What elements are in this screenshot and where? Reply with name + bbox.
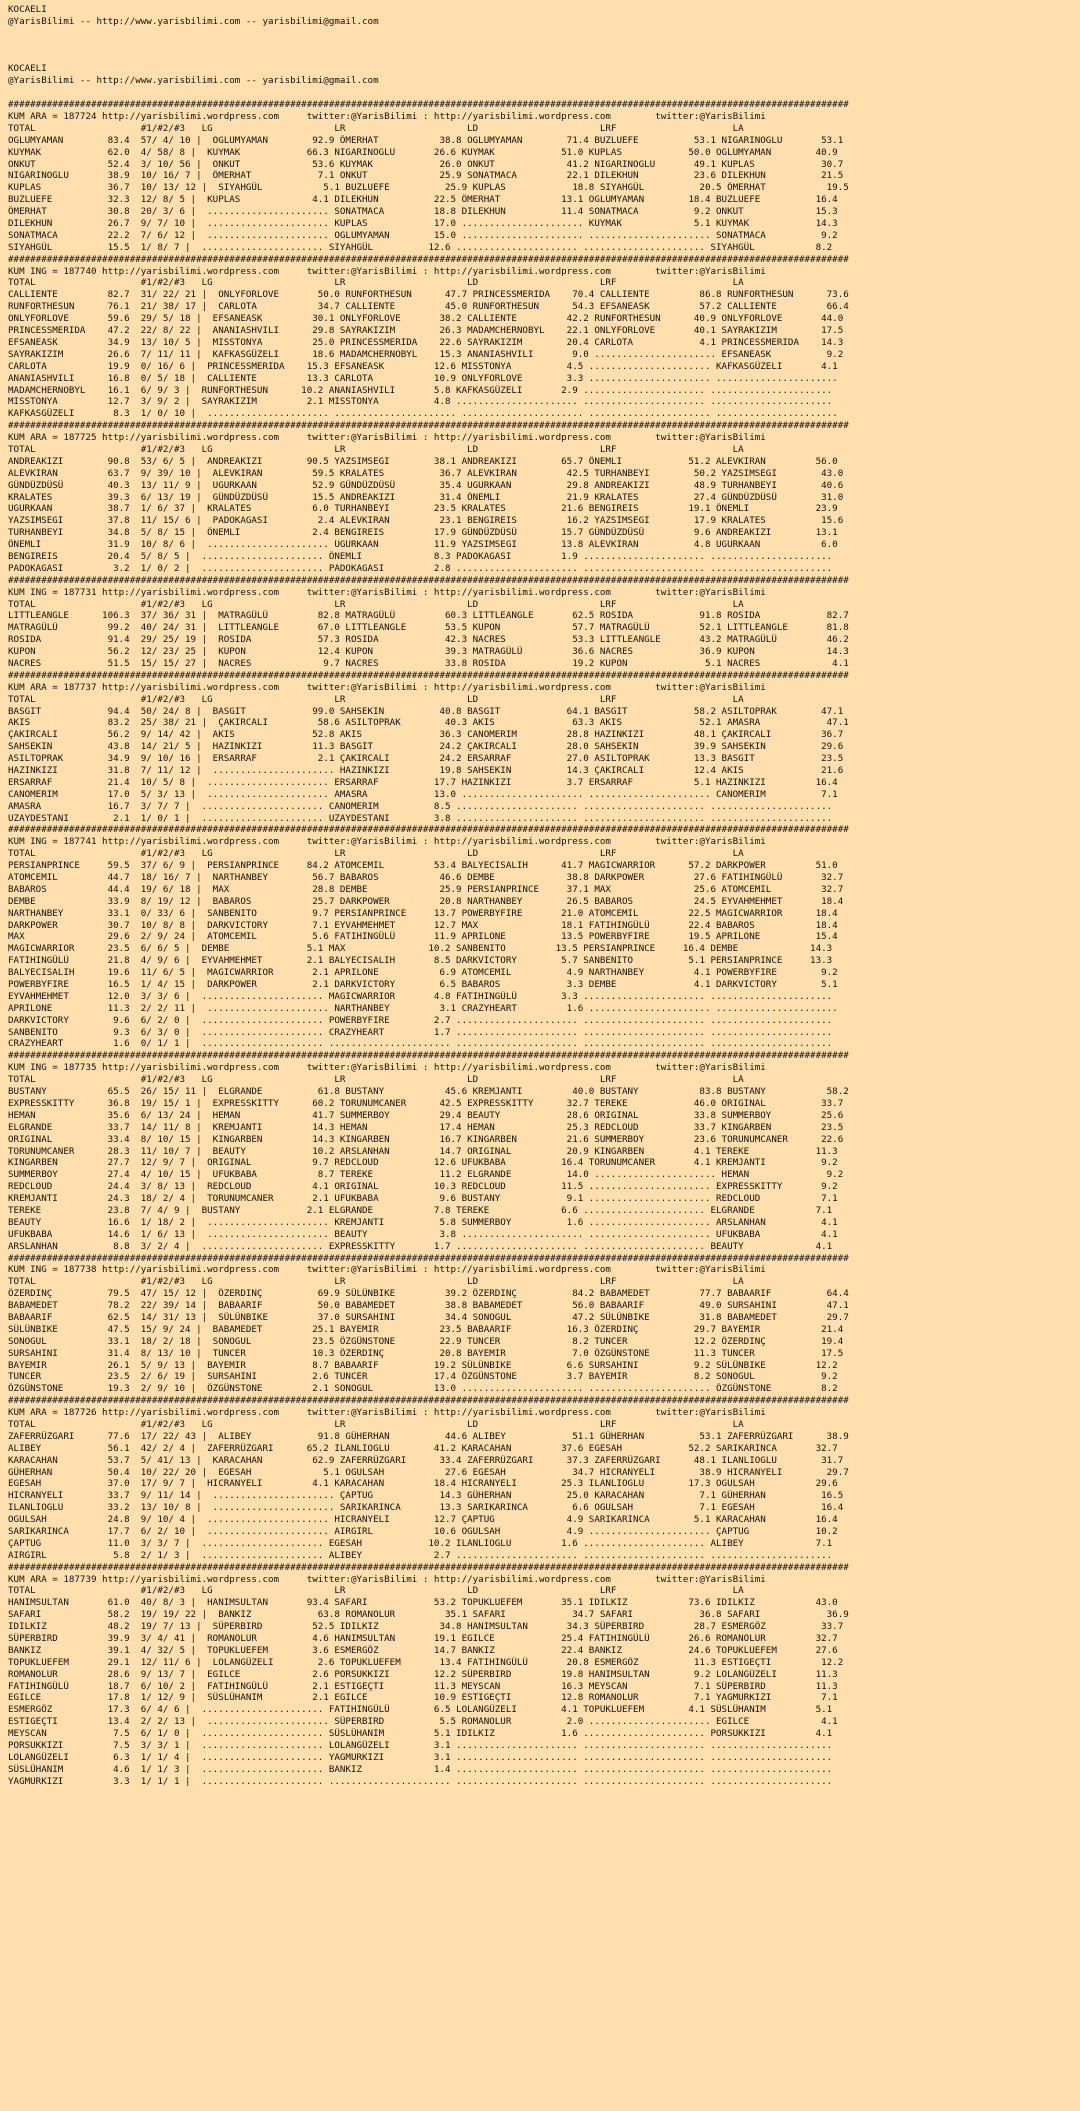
spacer <box>8 52 1080 64</box>
result-row: TURHANBEYI 34.8 5/ 8/ 15 | ÖNEMLI 2.4 BENGIREIS 17.9 GÜNDÜZDÜSÜ 15.7 GÜNDÜZDÜSÜ 9.6 ANDREAKIZI 13.1 <box>8 527 838 539</box>
race-block <box>8 432 1080 575</box>
result-row: SAHSEKIN 43.8 14/ 21/ 5 | HAZINKIZI 11.3 BASGIT 24.2 ÇAKIRCALI 28.0 SAHSEKIN 39.9 SAHSEKIN 29.6 <box>8 741 844 753</box>
result-row: ALIBEY 56.1 42/ 2/ 4 | ZAFERRÜZGARI 65.2 ILANLIOGLU 41.2 KARACAHAN 37.6 EGESAH 52.2 SARIKARINCA 32.7 <box>8 1442 838 1454</box>
race-header: KUM ING = 187731 http://yarisbilimi.wordpress.com twitter:@YarisBilimi : http://yarisbilimi.wordpress.com twitter:@YarisBilimi <box>8 586 766 598</box>
result-row: HEMAN 35.6 6/ 13/ 24 | HEMAN 41.7 SUMMERBOY 29.4 BEAUTY 28.6 ORIGINAL 33.8 SUMMERBOY 25.6 <box>8 1109 844 1121</box>
separator-line: ######################################################################################################################################################## <box>8 1252 849 1264</box>
column-headers: TOTAL #1/#2/#3 LG LR LD LRF LA <box>8 1276 744 1288</box>
result-row: ILANLIOGLU 33.2 13/ 10/ 8 | ...................... SARIKARINCA 13.3 SARIKARINCA 6.6 OGULSAH 7.1 EGESAH 16.4 <box>8 1502 844 1514</box>
race-header: KUM ING = 187741 http://yarisbilimi.wordpress.com twitter:@YarisBilimi : http://yarisbilimi.wordpress.com twitter:@YarisBilimi <box>8 836 766 848</box>
result-row: BENGIREIS 20.4 5/ 8/ 5 | ...................... ÖNEMLI 8.3 PADOKAGASI 1.9 ...................... ...................... <box>8 550 833 562</box>
result-row: BASGIT 94.4 50/ 24/ 8 | BASGIT 99.0 SAHSEKIN 40.8 BASGIT 64.1 BASGIT 58.2 ASILTOPRAK 47.1 <box>8 705 844 717</box>
race-block <box>8 587 1080 670</box>
result-row: HICRANYELI 33.7 9/ 11/ 14 | ...................... ÇAPTUG 14.3 GÜHERHAN 25.0 KARACAHAN 7.1 GÜHERHAN 16.5 <box>8 1490 844 1502</box>
result-row: ASILTOPRAK 34.9 9/ 10/ 16 | ERSARRAF 2.1 ÇAKIRCALI 24.2 ERSARRAF 27.0 ASILTOPRAK 13.3 BASGIT 23.5 <box>8 753 844 765</box>
race-block <box>8 1407 1080 1562</box>
race-list <box>8 99 1080 1787</box>
race-block <box>8 682 1080 825</box>
result-row: ÖZERDINÇ 79.5 47/ 15/ 12 | ÖZERDINÇ 69.9 SÜLÜNBIKE 39.2 ÖZERDINÇ 84.2 BABAMEDET 77.7 BABAARIF 64.4 <box>8 1288 849 1300</box>
result-row: UZAYDESTANI 2.1 1/ 0/ 1 | ...................... UZAYDESTANI 3.8 ...................... ...................... ...................... <box>8 812 833 824</box>
result-row: HAZINKIZI 31.8 7/ 11/ 12 | ...................... HAZINKIZI 19.8 SAHSEKIN 14.3 ÇAKIRCALI 12.4 AKIS 21.6 <box>8 765 844 776</box>
spacer <box>8 40 1080 52</box>
result-row: NARTHANBEY 33.1 0/ 33/ 6 | SANBENITO 9.7 PERSIANPRINCE 13.7 POWERBYFIRE 21.0 ATOMCEMIL 22.5 MAGICWARRIOR 18.4 <box>8 907 838 919</box>
result-row: KRALATES 39.3 6/ 13/ 19 | GÜNDÜZDÜSÜ 15.5 ANDREAKIZI 31.4 ÖNEMLI 21.9 KRALATES 27.4 GÜNDÜZDÜSÜ 31.0 <box>8 491 844 503</box>
column-headers: TOTAL #1/#2/#3 LG LR LD LRF LA <box>8 693 744 705</box>
result-row: SONOGUL 33.1 18/ 2/ 18 | SONOGUL 23.5 ÖZGÜNSTONE 22.9 TUNCER 8.2 TUNCER 12.2 ÖZERDINÇ 19.4 <box>8 1335 844 1347</box>
result-row: KINGARBEN 27.7 12/ 9/ 7 | ORIGINAL 9.7 REDCLOUD 12.6 UFUKBABA 16.4 TORUNUMCANER 4.1 KREMJANTI 9.2 <box>8 1157 838 1169</box>
result-row: ONKUT 52.4 3/ 10/ 56 | ONKUT 53.6 KUYMAK 26.0 ONKUT 41.2 NIGARINOGLU 49.1 KUPLAS 30.7 <box>8 158 844 170</box>
result-row: BABAMEDET 78.2 22/ 39/ 14 | BABAARIF 50.0 BABAMEDET 38.8 BABAMEDET 56.0 BABAARIF 49.0 SURSAHINI 47.1 <box>8 1300 849 1312</box>
column-headers: TOTAL #1/#2/#3 LG LR LD LRF LA <box>8 443 744 455</box>
result-row: YAGMURKIZI 3.3 1/ 1/ 1 | ...................... ...................... ...................... ...................... ...................... <box>8 1775 833 1787</box>
result-row: MAGICWARRIOR 23.5 6/ 6/ 5 | DEMBE 5.1 MAX 10.2 SANBENITO 13.5 PERSIANPRINCE 16.4 DEMBE 14.3 <box>8 943 833 955</box>
result-row: BUZLUEFE 32.3 12/ 8/ 5 | KUPLAS 4.1 DILEKHUN 22.5 ÖMERHAT 13.1 OGLUMYAMAN 18.4 BUZLUEFE 16.4 <box>8 194 838 206</box>
contact-line-repeat: @YarisBilimi -- http://www.yarisbilimi.com -- yarisbilimi@gmail.com <box>8 75 379 87</box>
race-block <box>8 1574 1080 1788</box>
result-row: SANBENITO 9.3 6/ 3/ 0 | ...................... CRAZYHEART 1.7 ...................... ...................... ...................... <box>8 1026 833 1038</box>
column-headers: TOTAL #1/#2/#3 LG LR LD LRF LA <box>8 598 744 610</box>
result-row: MISSTONYA 12.7 3/ 9/ 2 | SAYRAKIZIM 2.1 MISSTONYA 4.8 ...................... ...................... ...................... <box>8 396 833 408</box>
result-row: GÜHERHAN 50.4 10/ 22/ 20 | EGESAH 5.1 OGULSAH 27.6 EGESAH 34.7 HICRANYELI 38.9 HICRANYELI 29.7 <box>8 1466 849 1478</box>
separator-line: ######################################################################################################################################################## <box>8 1050 849 1062</box>
result-row: CARLOTA 19.9 0/ 16/ 6 | PRINCESSMERIDA 15.3 EFSANEASK 12.6 MISSTONYA 4.5 ...................... KAFKASGÜZELI 4.1 <box>8 360 838 372</box>
result-row: RUNFORTHESUN 76.1 21/ 38/ 17 | CARLOTA 34.7 CALLIENTE 45.0 RUNFORTHESUN 54.3 EFSANEASK 57.2 CALLIENTE 66.4 <box>8 301 849 313</box>
result-row: LOLANGÜZELI 6.3 1/ 1/ 4 | ...................... YAGMURKIZI 3.1 ...................... ...................... ...................... <box>8 1751 833 1763</box>
result-row: SONATMACA 22.2 7/ 6/ 12 | ...................... OGLUMYAMAN 15.0 ...................... ...................... SONATMACA 9.2 <box>8 229 838 241</box>
spacer <box>8 28 1080 40</box>
result-row: DILEKHUN 26.7 9/ 7/ 10 | ...................... KUPLAS 17.0 ...................... KUYMAK 5.1 KUYMAK 14.3 <box>8 218 838 230</box>
result-row: BABAARIF 62.5 14/ 31/ 13 | SÜLÜNBIKE 37.0 SURSAHINI 34.4 SONOGUL 47.2 SÜLÜNBIKE 31.8 BABAMEDET 29.7 <box>8 1311 849 1323</box>
separator-line: ######################################################################################################################################################## <box>8 1395 849 1407</box>
result-row: AKIS 83.2 25/ 38/ 21 | ÇAKIRCALI 58.6 ASILTOPRAK 40.3 AKIS 63.3 AKIS 52.1 AMASRA 47.1 <box>8 717 849 729</box>
race-header: KUM ARA = 187737 http://yarisbilimi.wordpress.com twitter:@YarisBilimi : http://yarisbilimi.wordpress.com twitter:@YarisBilimi <box>8 681 766 693</box>
separator-line: ######################################################################################################################################################## <box>8 574 849 586</box>
result-row: SAFARI 58.2 19/ 19/ 22 | BANKIZ 63.8 ROMANOLUR 35.1 SAFARI 34.7 SAFARI 36.8 SAFARI 36.9 <box>8 1609 849 1621</box>
result-row: SÜLÜNBIKE 47.5 15/ 9/ 24 | BABAMEDET 25.1 BAYEMIR 23.5 BABAARIF 16.3 ÖZERDINÇ 29.7 BAYEMIR 21.4 <box>8 1323 844 1335</box>
column-headers: TOTAL #1/#2/#3 LG LR LD LRF LA <box>8 277 744 289</box>
result-row: UGURKAAN 38.7 1/ 6/ 37 | KRALATES 6.0 TURHANBEYI 23.5 KRALATES 21.6 BENGIREIS 19.1 ÖNEMLI 23.9 <box>8 503 838 515</box>
result-row: LITTLEANGLE 106.3 37/ 36/ 31 | MATRAGÜLÜ 82.8 MATRAGÜLÜ 60.3 LITTLEANGLE 62.5 ROSIDA 91.8 ROSIDA 82.7 <box>8 610 849 622</box>
result-row: GÜNDÜZDÜSÜ 40.3 13/ 11/ 9 | UGURKAAN 52.9 GÜNDÜZDÜSÜ 35.4 UGURKAAN 29.8 ANDREAKIZI 48.9 TURHANBEYI 40.6 <box>8 479 844 491</box>
result-row: ROSIDA 91.4 29/ 25/ 19 | ROSIDA 57.3 ROSIDA 42.3 NACRES 53.3 LITTLEANGLE 43.2 MATRAGÜLÜ 46.2 <box>8 634 849 646</box>
race-header: KUM ING = 187738 http://yarisbilimi.wordpress.com twitter:@YarisBilimi : http://yarisbilimi.wordpress.com twitter:@YarisBilimi <box>8 1264 766 1276</box>
result-row: APRILONE 11.3 2/ 2/ 11 | ...................... NARTHANBEY 3.1 CRAZYHEART 1.6 ...................... ...................... <box>8 1002 838 1014</box>
result-row: PRINCESSMERIDA 47.2 22/ 8/ 22 | ANANIASHVILI 29.8 SAYRAKIZIM 26.3 MADAMCHERNOBYL 22.1 ONLYFORLOVE 40.1 SAYRAKIZIM 17.5 <box>8 325 844 337</box>
result-row: HANIMSULTAN 61.0 40/ 8/ 3 | HANIMSULTAN 93.4 SAFARI 53.2 TOPUKLUEFEM 35.1 IDILKIZ 73.6 IDILKIZ 43.0 <box>8 1597 838 1609</box>
result-row: ÇAKIRCALI 56.2 9/ 14/ 42 | AKIS 52.8 AKIS 36.3 CANOMERIM 28.8 HAZINKIZI 48.1 ÇAKIRCALI 36.7 <box>8 729 844 741</box>
result-row: ARSLANHAN 8.8 3/ 2/ 4 | ...................... EXPRESSKITTY 1.7 ...................... ...................... BEAUTY 4.1 <box>8 1240 833 1252</box>
result-row: MADAMCHERNOBYL 16.1 6/ 9/ 3 | RUNFORTHESUN 10.2 ANANIASHVILI 5.8 KAFKASGÜZELI 2.9 ...................... ...................... <box>8 384 833 396</box>
result-row: SARIKARINCA 17.7 6/ 2/ 10 | ...................... AIRGIRL 10.6 OGULSAH 4.9 ...................... ÇAPTUG 10.2 <box>8 1526 838 1537</box>
result-row: ORIGINAL 33.4 8/ 10/ 15 | KINGARBEN 14.3 KINGARBEN 16.7 KINGARBEN 21.6 SUMMERBOY 23.6 TORUNUMCANER 22.6 <box>8 1133 844 1145</box>
result-row: EGESAH 37.0 17/ 9/ 7 | HICRANYELI 4.1 KARACAHAN 18.4 HICRANYELI 25.3 ILANLIOGLU 17.3 OGULSAH 29.6 <box>8 1478 838 1490</box>
result-row: ESMERGÖZ 17.3 6/ 4/ 6 | ...................... FATIHINGÜLÜ 6.5 LOLANGÜZELI 4.1 TOPUKLUEFEM 4.1 SÜSLÜHANIM 5.1 <box>8 1704 833 1716</box>
separator-line: ######################################################################################################################################################## <box>8 1561 849 1573</box>
result-row: ERSARRAF 21.4 10/ 5/ 8 | ...................... ERSARRAF 17.7 HAZINKIZI 3.7 ERSARRAF 5.1 HAZINKIZI 16.4 <box>8 776 838 788</box>
race-header: KUM ING = 187740 http://yarisbilimi.wordpress.com twitter:@YarisBilimi : http://yarisbilimi.wordpress.com twitter:@YarisBilimi <box>8 265 766 277</box>
result-row: MATRAGÜLÜ 99.2 40/ 24/ 31 | LITTLEANGLE 67.0 LITTLEANGLE 53.5 KUPON 57.7 MATRAGÜLÜ 52.1 LITTLEANGLE 81.8 <box>8 622 849 634</box>
race-block <box>8 836 1080 1050</box>
result-row: KARACAHAN 53.7 5/ 41/ 13 | KARACAHAN 62.9 ZAFERRÜZGARI 33.4 ZAFERRÜZGARI 37.3 ZAFERRÜZGARI 48.1 ILANLIOGLU 31.7 <box>8 1454 844 1466</box>
result-row: CALLIENTE 82.7 31/ 22/ 21 | ONLYFORLOVE 50.0 RUNFORTHESUN 47.7 PRINCESSMERIDA 70.4 CALLIENTE 86.8 RUNFORTHESUN 73.6 <box>8 289 849 301</box>
result-row: BAYEMIR 26.1 5/ 9/ 13 | BAYEMIR 8.7 BABAARIF 19.2 SÜLÜNBIKE 6.6 SURSAHINI 9.2 SÜLÜNBIKE 12.2 <box>8 1359 838 1371</box>
result-row: ÖZGÜNSTONE 19.3 2/ 9/ 10 | ÖZGÜNSTONE 2.1 SONOGUL 13.0 ...................... ...................... ÖZGÜNSTONE 8.2 <box>8 1383 838 1395</box>
result-row: EGILCE 17.8 1/ 12/ 9 | SÜSLÜHANIM 2.1 EGILCE 10.9 ESTIGEÇTI 12.8 ROMANOLUR 7.1 YAGMURKIZI 7.1 <box>8 1692 838 1704</box>
result-row: MEYSCAN 7.5 6/ 1/ 0 | ...................... SÜSLÜHANIM 5.1 IDILKIZ 1.6 ...................... PORSUKKIZI 4.1 <box>8 1728 833 1740</box>
result-row: SIYAHGÜL 15.5 1/ 8/ 7 | ...................... SIYAHGÜL 12.6 ...................... ...................... SIYAHGÜL 8.2 <box>8 241 833 253</box>
result-row: TUNCER 23.5 2/ 6/ 19 | SURSAHINI 2.6 TUNCER 17.4 ÖZGÜNSTONE 3.7 BAYEMIR 8.2 SONOGUL 9.2 <box>8 1371 838 1383</box>
result-row: SUMMERBOY 27.4 4/ 10/ 15 | UFUKBABA 8.7 TEREKE 11.2 ELGRANDE 14.0 ...................... HEMAN 9.2 <box>8 1169 844 1181</box>
column-headers: TOTAL #1/#2/#3 LG LR LD LRF LA <box>8 848 744 860</box>
result-row: OGULSAH 24.8 9/ 10/ 4 | ...................... HICRANYELI 12.7 ÇAPTUG 4.9 SARIKARINCA 5.1 KARACAHAN 16.4 <box>8 1514 838 1526</box>
result-row: NIGARINOGLU 38.9 10/ 16/ 7 | ÖMERHAT 7.1 ONKUT 25.9 SONATMACA 22.1 DILEKHUN 23.6 DILEKHUN 21.5 <box>8 170 844 182</box>
result-row: YAZSIMSEGI 37.8 11/ 15/ 6 | PADOKAGASI 2.4 ALEVKIRAN 23.1 BENGIREIS 16.2 YAZSIMSEGI 17.9 KRALATES 15.6 <box>8 515 844 527</box>
result-row: SAYRAKIZIM 26.6 7/ 11/ 11 | KAFKASGÜZELI 18.6 MADAMCHERNOBYL 15.3 ANANIASHVILI 9.0 ...................... EFSANEASK 9.2 <box>8 348 844 360</box>
result-row: ELGRANDE 33.7 14/ 11/ 8 | KREMJANTI 14.3 HEMAN 17.4 HEMAN 25.3 REDCLOUD 33.7 KINGARBEN 23.5 <box>8 1121 844 1133</box>
result-row: IDILKIZ 48.2 19/ 7/ 13 | SÜPERBIRD 52.5 IDILKIZ 34.8 HANIMSULTAN 34.3 SÜPERBIRD 28.7 ESMERGÖZ 33.7 <box>8 1621 844 1633</box>
city-title: KOCAELI <box>8 4 47 15</box>
result-row: FATIHINGÜLÜ 18.7 6/ 10/ 2 | FATIHINGÜLÜ 2.1 ESTIGEÇTI 11.3 MEYSCAN 16.3 MEYSCAN 7.1 SÜPERBIRD 11.3 <box>8 1680 838 1692</box>
result-row: KUPON 56.2 12/ 23/ 25 | KUPON 12.4 KUPON 39.3 MATRAGÜLÜ 36.6 NACRES 36.9 KUPON 14.3 <box>8 646 849 658</box>
separator-line: ######################################################################################################################################################## <box>8 99 849 111</box>
result-row: ONLYFORLOVE 59.6 29/ 5/ 18 | EFSANEASK 30.1 ONLYFORLOVE 38.2 CALLIENTE 42.2 RUNFORTHESUN 40.9 ONLYFORLOVE 44.0 <box>8 313 844 325</box>
result-row: ALEVKIRAN 63.7 9/ 39/ 10 | ALEVKIRAN 59.5 KRALATES 36.7 ALEVKIRAN 42.5 TURHANBEYI 50.2 YAZSIMSEGI 43.0 <box>8 467 844 479</box>
column-headers: TOTAL #1/#2/#3 LG LR LD LRF LA <box>8 1418 744 1430</box>
race-header: KUM ARA = 187725 http://yarisbilimi.wordpress.com twitter:@YarisBilimi : http://yarisbilimi.wordpress.com twitter:@YarisBilimi <box>8 432 766 444</box>
result-row: EXPRESSKITTY 36.8 19/ 15/ 1 | EXPRESSKITTY 60.2 TORUNUMCANER 42.5 EXPRESSKITTY 32.7 TEREKE 46.0 ORIGINAL 33.7 <box>8 1097 844 1109</box>
result-row: ÖNEMLI 31.9 10/ 8/ 6 | ...................... UGURKAAN 11.9 YAZSIMSEGI 13.8 ALEVKIRAN 4.8 UGURKAAN 6.0 <box>8 539 838 551</box>
result-row: TOPUKLUEFEM 29.1 12/ 11/ 6 | LOLANGÜZELI 2.6 TOPUKLUEFEM 13.4 FATIHINGÜLÜ 20.8 ESMERGÖZ 11.3 ESTIGEÇTI 12.2 <box>8 1656 844 1668</box>
result-row: EYVAHMEHMET 12.0 3/ 3/ 6 | ...................... MAGICWARRIOR 4.8 FATIHINGÜLÜ 3.3 ...................... ...................... <box>8 990 833 1002</box>
race-header: KUM ING = 187735 http://yarisbilimi.wordpress.com twitter:@YarisBilimi : http://yarisbilimi.wordpress.com twitter:@YarisBilimi <box>8 1062 766 1074</box>
race-block <box>8 111 1080 254</box>
result-row: ZAFERRÜZGARI 77.6 17/ 22/ 43 | ALIBEY 91.8 GÜHERHAN 44.6 ALIBEY 51.1 GÜHERHAN 53.1 ZAFERRÜZGARI 38.9 <box>8 1430 849 1442</box>
separator-line: ######################################################################################################################################################## <box>8 824 849 836</box>
race-block <box>8 1264 1080 1395</box>
result-row: AIRGIRL 5.8 2/ 1/ 3 | ...................... ALIBEY 2.7 ...................... ...................... ...................... <box>8 1549 833 1561</box>
result-row: KAFKASGÜZELI 8.3 1/ 0/ 10 | ...................... ...................... ...................... ...................... ...................... <box>8 408 838 420</box>
result-row: BABAROS 44.4 19/ 6/ 18 | MAX 28.8 DEMBE 25.9 PERSIANPRINCE 37.1 MAX 25.6 ATOMCEMIL 32.7 <box>8 883 844 895</box>
race-block <box>8 1062 1080 1252</box>
result-row: CRAZYHEART 1.6 0/ 1/ 1 | ...................... ...................... ...................... ...................... ...................... <box>8 1038 833 1050</box>
result-row: EFSANEASK 34.9 13/ 10/ 5 | MISSTONYA 25.0 PRINCESSMERIDA 22.6 SAYRAKIZIM 20.4 CARLOTA 4.1 PRINCESSMERIDA 14.3 <box>8 336 844 348</box>
result-row: DARKVICTORY 9.6 6/ 2/ 0 | ...................... POWERBYFIRE 2.7 ...................... ...................... ...................... <box>8 1014 833 1026</box>
column-headers: TOTAL #1/#2/#3 LG LR LD LRF LA <box>8 122 744 134</box>
result-row: KUPLAS 36.7 10/ 13/ 12 | SIYAHGÜL 5.1 BUZLUEFE 25.9 KUPLAS 18.8 SIYAHGÜL 20.5 ÖMERHAT 19.5 <box>8 182 849 194</box>
result-row: BANKIZ 39.1 4/ 32/ 5 | TOPUKLUEFEM 3.6 ESMERGÖZ 14.7 BANKIZ 22.4 BANKIZ 24.6 TOPUKLUEFEM 27.6 <box>8 1644 838 1656</box>
result-row: SURSAHINI 31.4 8/ 13/ 10 | TUNCER 10.3 ÖZERDINÇ 20.8 BAYEMIR 7.0 ÖZGÜNSTONE 11.3 TUNCER 17.5 <box>8 1347 844 1359</box>
result-row: ATOMCEMIL 44.7 18/ 16/ 7 | NARTHANBEY 56.7 BABAROS 46.6 DEMBE 38.8 DARKPOWER 27.6 FATIHINGÜLÜ 32.7 <box>8 872 844 884</box>
result-row: NACRES 51.5 15/ 15/ 27 | NACRES 9.7 NACRES 33.8 ROSIDA 19.2 KUPON 5.1 NACRES 4.1 <box>8 657 849 669</box>
result-row: SÜPERBIRD 39.9 3/ 4/ 41 | ROMANOLUR 4.6 HANIMSULTAN 19.1 EGILCE 25.4 FATIHINGÜLÜ 26.6 ROMANOLUR 32.7 <box>8 1633 838 1645</box>
result-row: TORUNUMCANER 28.3 11/ 10/ 7 | BEAUTY 10.2 ARSLANHAN 14.7 ORIGINAL 20.9 KINGARBEN 4.1 TEREKE 11.3 <box>8 1145 838 1157</box>
result-row: PORSUKKIZI 7.5 3/ 3/ 1 | ...................... LOLANGÜZELI 3.1 ...................... ...................... ...................... <box>8 1740 833 1752</box>
result-row: AMASRA 16.7 3/ 7/ 7 | ...................... CANOMERIM 8.5 ...................... ...................... ...................... <box>8 800 833 812</box>
city-title-repeat: KOCAELI <box>8 63 47 75</box>
result-row: SÜSLÜHANIM 4.6 1/ 1/ 3 | ...................... BANKIZ 1.4 ...................... ...................... ...................... <box>8 1763 833 1775</box>
result-row: PADOKAGASI 3.2 1/ 0/ 2 | ...................... PADOKAGASI 2.8 ...................... ...................... ...................... <box>8 562 833 574</box>
result-row: CANOMERIM 17.0 5/ 3/ 13 | ...................... AMASRA 13.0 ...................... ...................... CANOMERIM 7.1 <box>8 788 838 800</box>
result-row: ÇAPTUG 11.0 3/ 3/ 7 | ...................... EGESAH 10.2 ILANLIOGLU 1.6 ...................... ALIBEY 7.1 <box>8 1537 833 1549</box>
result-row: REDCLOUD 24.4 3/ 8/ 13 | REDCLOUD 4.1 ORIGINAL 10.3 REDCLOUD 11.5 ...................... EXPRESSKITTY 9.2 <box>8 1181 838 1193</box>
race-header: KUM ARA = 187724 http://yarisbilimi.wordpress.com twitter:@YarisBilimi : http://yarisbilimi.wordpress.com twitter:@YarisBilimi <box>8 111 766 123</box>
race-header: KUM ARA = 187726 http://yarisbilimi.wordpress.com twitter:@YarisBilimi : http://yarisbilimi.wordpress.com twitter:@YarisBilimi <box>8 1407 766 1419</box>
result-row: FATIHINGÜLÜ 21.8 4/ 9/ 6 | EYVAHMEHMET 2.1 BALYECISALIH 8.5 DARKVICTORY 5.7 SANBENITO 5.1 PERSIANPRINCE 13.3 <box>8 955 833 967</box>
result-row: OGLUMYAMAN 83.4 57/ 4/ 10 | OGLUMYAMAN 92.9 ÖMERHAT 38.8 OGLUMYAMAN 71.4 BUZLUEFE 53.1 NIGARINOGLU 53.1 <box>8 134 844 146</box>
result-row: ESTIGEÇTI 13.4 2/ 2/ 13 | ...................... SÜPERBIRD 5.5 ROMANOLUR 2.0 ...................... EGILCE 4.1 <box>8 1716 838 1728</box>
result-row: ROMANOLUR 28.6 9/ 13/ 7 | EGILCE 2.6 PORSUKKIZI 12.2 SÜPERBIRD 19.8 HANIMSULTAN 9.2 LOLANGÜZELI 11.3 <box>8 1668 838 1680</box>
result-row: KREMJANTI 24.3 18/ 2/ 4 | TORUNUMCANER 2.1 UFUKBABA 9.6 BUSTANY 9.1 ...................... REDCLOUD 7.1 <box>8 1193 838 1205</box>
column-headers: TOTAL #1/#2/#3 LG LR LD LRF LA <box>8 1585 744 1597</box>
result-row: BALYECISALIH 19.6 11/ 6/ 5 | MAGICWARRIOR 2.1 APRILONE 6.9 ATOMCEMIL 4.9 NARTHANBEY 4.1 POWERBYFIRE 9.2 <box>8 967 838 979</box>
result-row: ANDREAKIZI 90.8 53/ 6/ 5 | ANDREAKIZI 90.5 YAZSIMSEGI 38.1 ANDREAKIZI 65.7 ÖNEMLI 51.2 ALEVKIRAN 56.0 <box>8 455 838 467</box>
result-row: ÖMERHAT 30.8 20/ 3/ 6 | ...................... SONATMACA 18.8 DILEKHUN 11.4 SONATMACA 9.2 ONKUT 15.3 <box>8 206 838 218</box>
result-row: PERSIANPRINCE 59.5 37/ 6/ 9 | PERSIANPRINCE 84.2 ATOMCEMIL 53.4 BALYECISALIH 41.7 MAGICWARRIOR 57.2 DARKPOWER 51.0 <box>8 860 838 872</box>
column-headers: TOTAL #1/#2/#3 LG LR LD LRF LA <box>8 1074 744 1086</box>
separator-line: ######################################################################################################################################################## <box>8 253 849 265</box>
result-row: KUYMAK 62.0 4/ 58/ 8 | KUYMAK 66.3 NIGARINOGLU 26.6 KUYMAK 51.0 KUPLAS 50.0 OGLUMYAMAN 40.9 <box>8 146 838 158</box>
result-row: MAX 29.6 2/ 9/ 24 | ATOMCEMIL 5.6 FATIHINGÜLÜ 11.9 APRILONE 13.5 POWERBYFIRE 19.5 APRILONE 15.4 <box>8 931 838 943</box>
result-row: POWERBYFIRE 16.5 1/ 4/ 15 | DARKPOWER 2.1 DARKVICTORY 6.5 BABAROS 3.3 DEMBE 4.1 DARKVICTORY 5.1 <box>8 979 838 991</box>
contact-line: @YarisBilimi -- http://www.yarisbilimi.com -- yarisbilimi@gmail.com <box>8 15 379 27</box>
result-row: BEAUTY 16.6 1/ 18/ 2 | ...................... KREMJANTI 5.8 SUMMERBOY 1.6 ...................... ARSLANHAN 4.1 <box>8 1216 838 1228</box>
result-row: TEREKE 23.8 7/ 4/ 9 | BUSTANY 2.1 ELGRANDE 7.8 TEREKE 6.6 ...................... ELGRANDE 7.1 <box>8 1204 833 1216</box>
spacer <box>8 87 1080 99</box>
separator-line: ######################################################################################################################################################## <box>8 669 849 681</box>
result-row: BUSTANY 65.5 26/ 15/ 11 | ELGRANDE 61.8 BUSTANY 45.6 KREMJANTI 40.0 BUSTANY 83.8 BUSTANY 58.2 <box>8 1086 849 1098</box>
separator-line: ######################################################################################################################################################## <box>8 420 849 432</box>
result-row: ANANIASHVILI 16.8 0/ 5/ 18 | CALLIENTE 13.3 CARLOTA 10.9 ONLYFORLOVE 3.3 ...................... ...................... <box>8 372 838 384</box>
race-header: KUM ARA = 187739 http://yarisbilimi.wordpress.com twitter:@YarisBilimi : http://yarisbilimi.wordpress.com twitter:@YarisBilimi <box>8 1573 766 1585</box>
result-row: UFUKBABA 14.6 1/ 6/ 13 | ...................... BEAUTY 3.8 ...................... ...................... UFUKBABA 4.1 <box>8 1228 838 1240</box>
race-block <box>8 266 1080 421</box>
result-row: DARKPOWER 30.7 10/ 8/ 8 | DARKVICTORY 7.1 EYVAHMEHMET 12.7 MAX 18.1 FATIHINGÜLÜ 22.4 BABAROS 18.4 <box>8 919 838 931</box>
result-row: DEMBE 33.9 8/ 19/ 12 | BABAROS 25.7 DARKPOWER 20.8 NARTHANBEY 26.5 BABAROS 24.5 EYVAHMEHMET 18.4 <box>8 895 844 907</box>
